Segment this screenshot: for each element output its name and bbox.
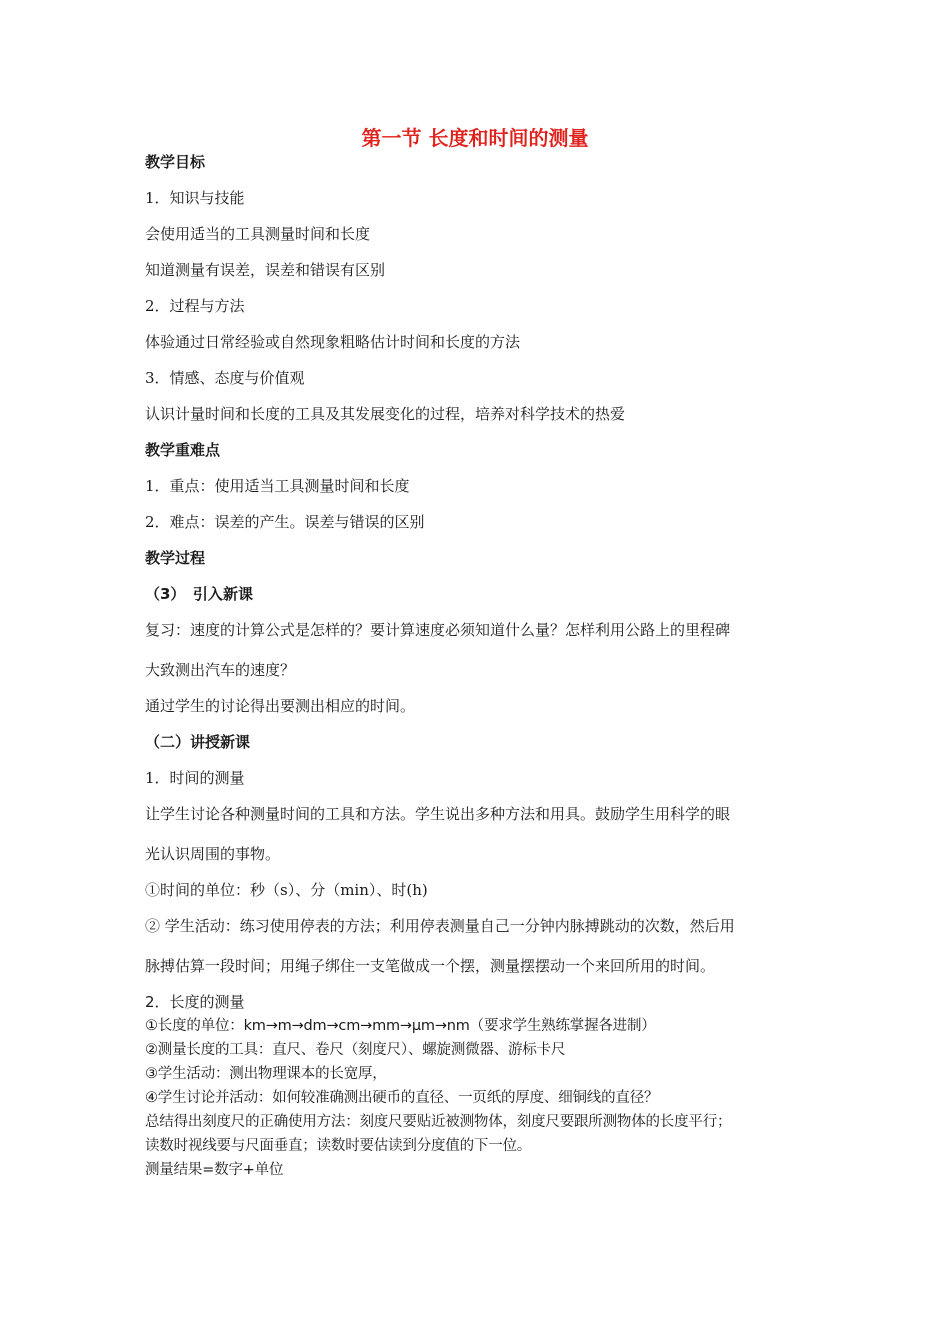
- paragraph-line: 读数时视线要与尺面垂直；读数时要估读到分度值的下一位。: [145, 1138, 532, 1154]
- paragraph-line: 大致测出汽车的速度？: [145, 661, 296, 679]
- paragraph-line: 总结得出刻度尺的正确使用方法：刻度尺要贴近被测物体，刻度尺要跟所测物体的长度平行；: [145, 1114, 732, 1130]
- paragraph-line: 复习：速度的计算公式是怎样的？要计算速度必须知道什么量？怎样利用公路上的里程碑: [145, 621, 731, 639]
- paragraph-line: 通过学生的讨论得出要测出相应的时间。: [145, 697, 416, 715]
- key-point-item: 1．重点：使用适当工具测量时间和长度: [145, 477, 410, 495]
- list-item: ④学生讨论并活动：如何较准确测出硬币的直径、一页纸的厚度、细铜线的直径？: [145, 1090, 659, 1106]
- subsection-heading-intro: （3） 引入新课: [145, 585, 253, 603]
- list-item: ② 学生活动：练习使用停表的方法；利用停表测量自己一分钟内脉搏跳动的次数，然后用: [145, 917, 735, 935]
- goal-text: 体验通过日常经验或自然现象粗略估计时间和长度的方法: [145, 333, 521, 351]
- goal-text: 知道测量有误差，误差和错误有区别: [145, 261, 386, 279]
- section-heading-key-points: 教学重难点: [145, 441, 221, 459]
- goal-item-2: 2．过程与方法: [145, 297, 245, 315]
- list-item: ③学生活动：测出物理课本的长宽厚，: [145, 1066, 387, 1082]
- goal-text: 认识计量时间和长度的工具及其发展变化的过程，培养对科学技术的热爱: [145, 405, 626, 423]
- list-item: ②测量长度的工具：直尺、卷尺（刻度尺）、螺旋测微器、游标卡尺: [145, 1042, 566, 1058]
- paragraph-line: 测量结果=数字+单位: [145, 1162, 284, 1178]
- topic-item-time: 1．时间的测量: [145, 769, 245, 787]
- paragraph-line: 让学生讨论各种测量时间的工具和方法。学生说出多种方法和用具。鼓励学生用科学的眼: [145, 805, 731, 823]
- list-item: ①长度的单位：km→m→dm→cm→mm→μm→nm（要求学生熟练掌握各进制）: [145, 1018, 656, 1034]
- topic-item-length: 2．长度的测量: [145, 993, 245, 1011]
- section-heading-process: 教学过程: [145, 549, 206, 567]
- section-heading-goals: 教学目标: [145, 153, 206, 171]
- list-item: ①时间的单位：秒（s）、分（min）、时(h): [145, 881, 428, 899]
- paragraph-line: 脉搏估算一段时间；用绳子绑住一支笔做成一个摆，测量摆摆动一个来回所用的时间。: [145, 957, 716, 975]
- goal-item-3: 3．情感、态度与价值观: [145, 369, 305, 387]
- goal-item-1: 1．知识与技能: [145, 189, 245, 207]
- goal-text: 会使用适当的工具测量时间和长度: [145, 225, 371, 243]
- key-point-item: 2．难点：误差的产生。误差与错误的区别: [145, 513, 425, 531]
- subsection-heading-new-lesson: （二）讲授新课: [145, 733, 251, 751]
- document-title: 第一节 长度和时间的测量: [361, 126, 589, 150]
- paragraph-line: 光认识周围的事物。: [145, 845, 281, 863]
